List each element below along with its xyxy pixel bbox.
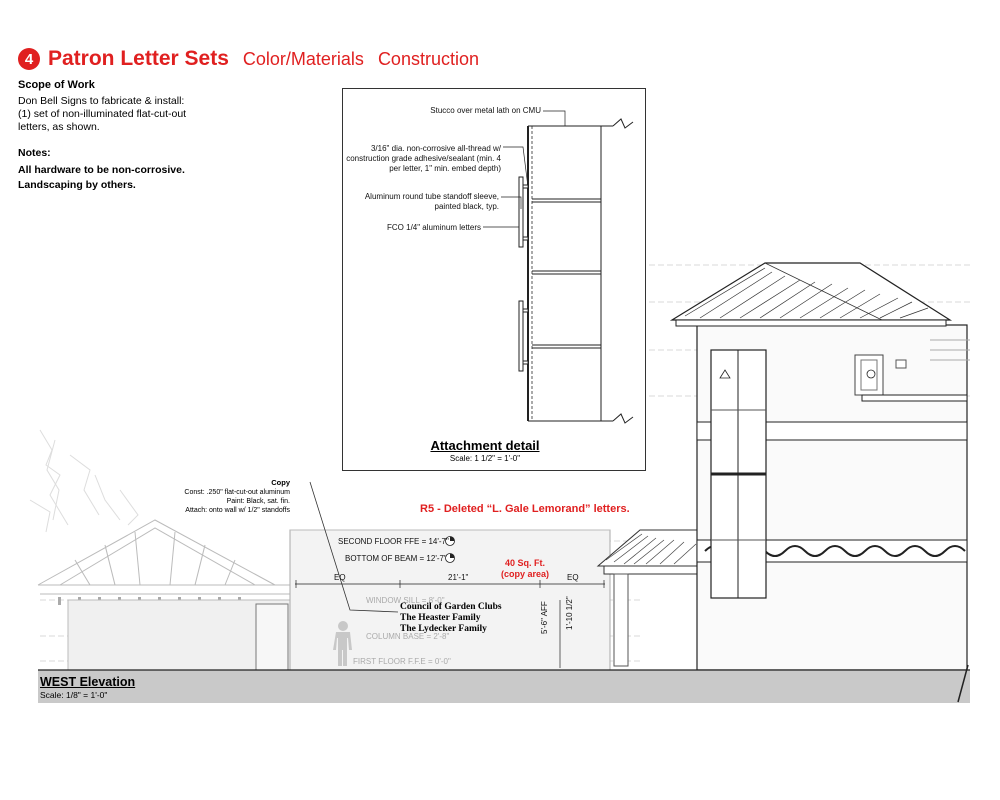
page-title: Patron Letter Sets (48, 47, 229, 70)
notes-heading: Notes: (18, 147, 51, 159)
subtitle-construction: Construction (377, 48, 479, 69)
subtitle-color-materials: Color/Materials (242, 48, 364, 69)
attachment-detail-title: Attachment detail (430, 438, 540, 453)
copy-area-label: (copy area) (500, 569, 550, 579)
label-all-thread: 3/16" dia. non-corrosive all-thread w/ construction grade adhesive/sealant (min. 4 per letter, 1" min. embed depth) (346, 144, 501, 173)
label-standoff-sleeve: Aluminum round tube standoff sleeve, painted black, typ. (364, 192, 499, 211)
level-second-floor: SECOND FLOOR FFE = 14'-7" (338, 537, 449, 546)
attachment-detail-scale: Scale: 1 1/2" = 1'-0" (449, 454, 521, 463)
copy-const: Const: .250" flat-cut-out aluminum (184, 489, 290, 496)
level-first-floor: FIRST FLOOR F.F.E = 0'-0" (353, 657, 451, 666)
dim-eq-left: EQ (334, 573, 346, 582)
elevation-title: WEST Elevation (40, 675, 136, 689)
donor-heaster: The Heaster Family (400, 613, 481, 623)
level-column-base: COLUMN BASE = 2'-8" (366, 632, 450, 641)
label-stucco: Stucco over metal lath on CMU (430, 106, 541, 115)
copy-paint: Paint: Black, sat. fin. (226, 498, 290, 505)
note-landscaping: Landscaping by others. (18, 179, 136, 191)
level-window-sill: WINDOW SILL = 8'-0" (366, 596, 445, 605)
elevation-scale: Scale: 1/8" = 1'-0" (40, 690, 108, 700)
donor-lydecker: The Lydecker Family (400, 624, 487, 634)
revision-note: R5 - Deleted “L. Gale Lemorand” letters. (420, 503, 630, 515)
note-hardware: All hardware to be non-corrosive. (18, 164, 185, 176)
dim-eq-right: EQ (567, 573, 579, 582)
donor-council: Council of Garden Clubs (400, 602, 502, 612)
level-bottom-of-beam: BOTTOM OF BEAM = 12'-7" (345, 554, 447, 563)
attachment-detail-panel (342, 88, 646, 471)
copy-specs (150, 488, 290, 515)
label-fco-letters: FCO 1/4" aluminum letters (387, 223, 481, 232)
copy-heading: Copy (271, 478, 290, 487)
dim-width: 21'-1" (448, 573, 469, 582)
scope-text: Don Bell Signs to fabricate & install: (1) set of non-illuminated flat-cut-out letters, as shown. (18, 95, 187, 133)
scope-heading: Scope of Work (18, 79, 95, 91)
copy-area (495, 558, 555, 580)
copy-area-value: 40 Sq. Ft. (504, 558, 545, 568)
dim-height-aff: 5'-6" AFF (540, 601, 549, 634)
dim-letter-height: 1'-10 1/2" (565, 596, 574, 630)
copy-attach: Attach: onto wall w/ 1/2" standoffs (185, 507, 290, 514)
section-number-badge: 4 (18, 48, 40, 70)
